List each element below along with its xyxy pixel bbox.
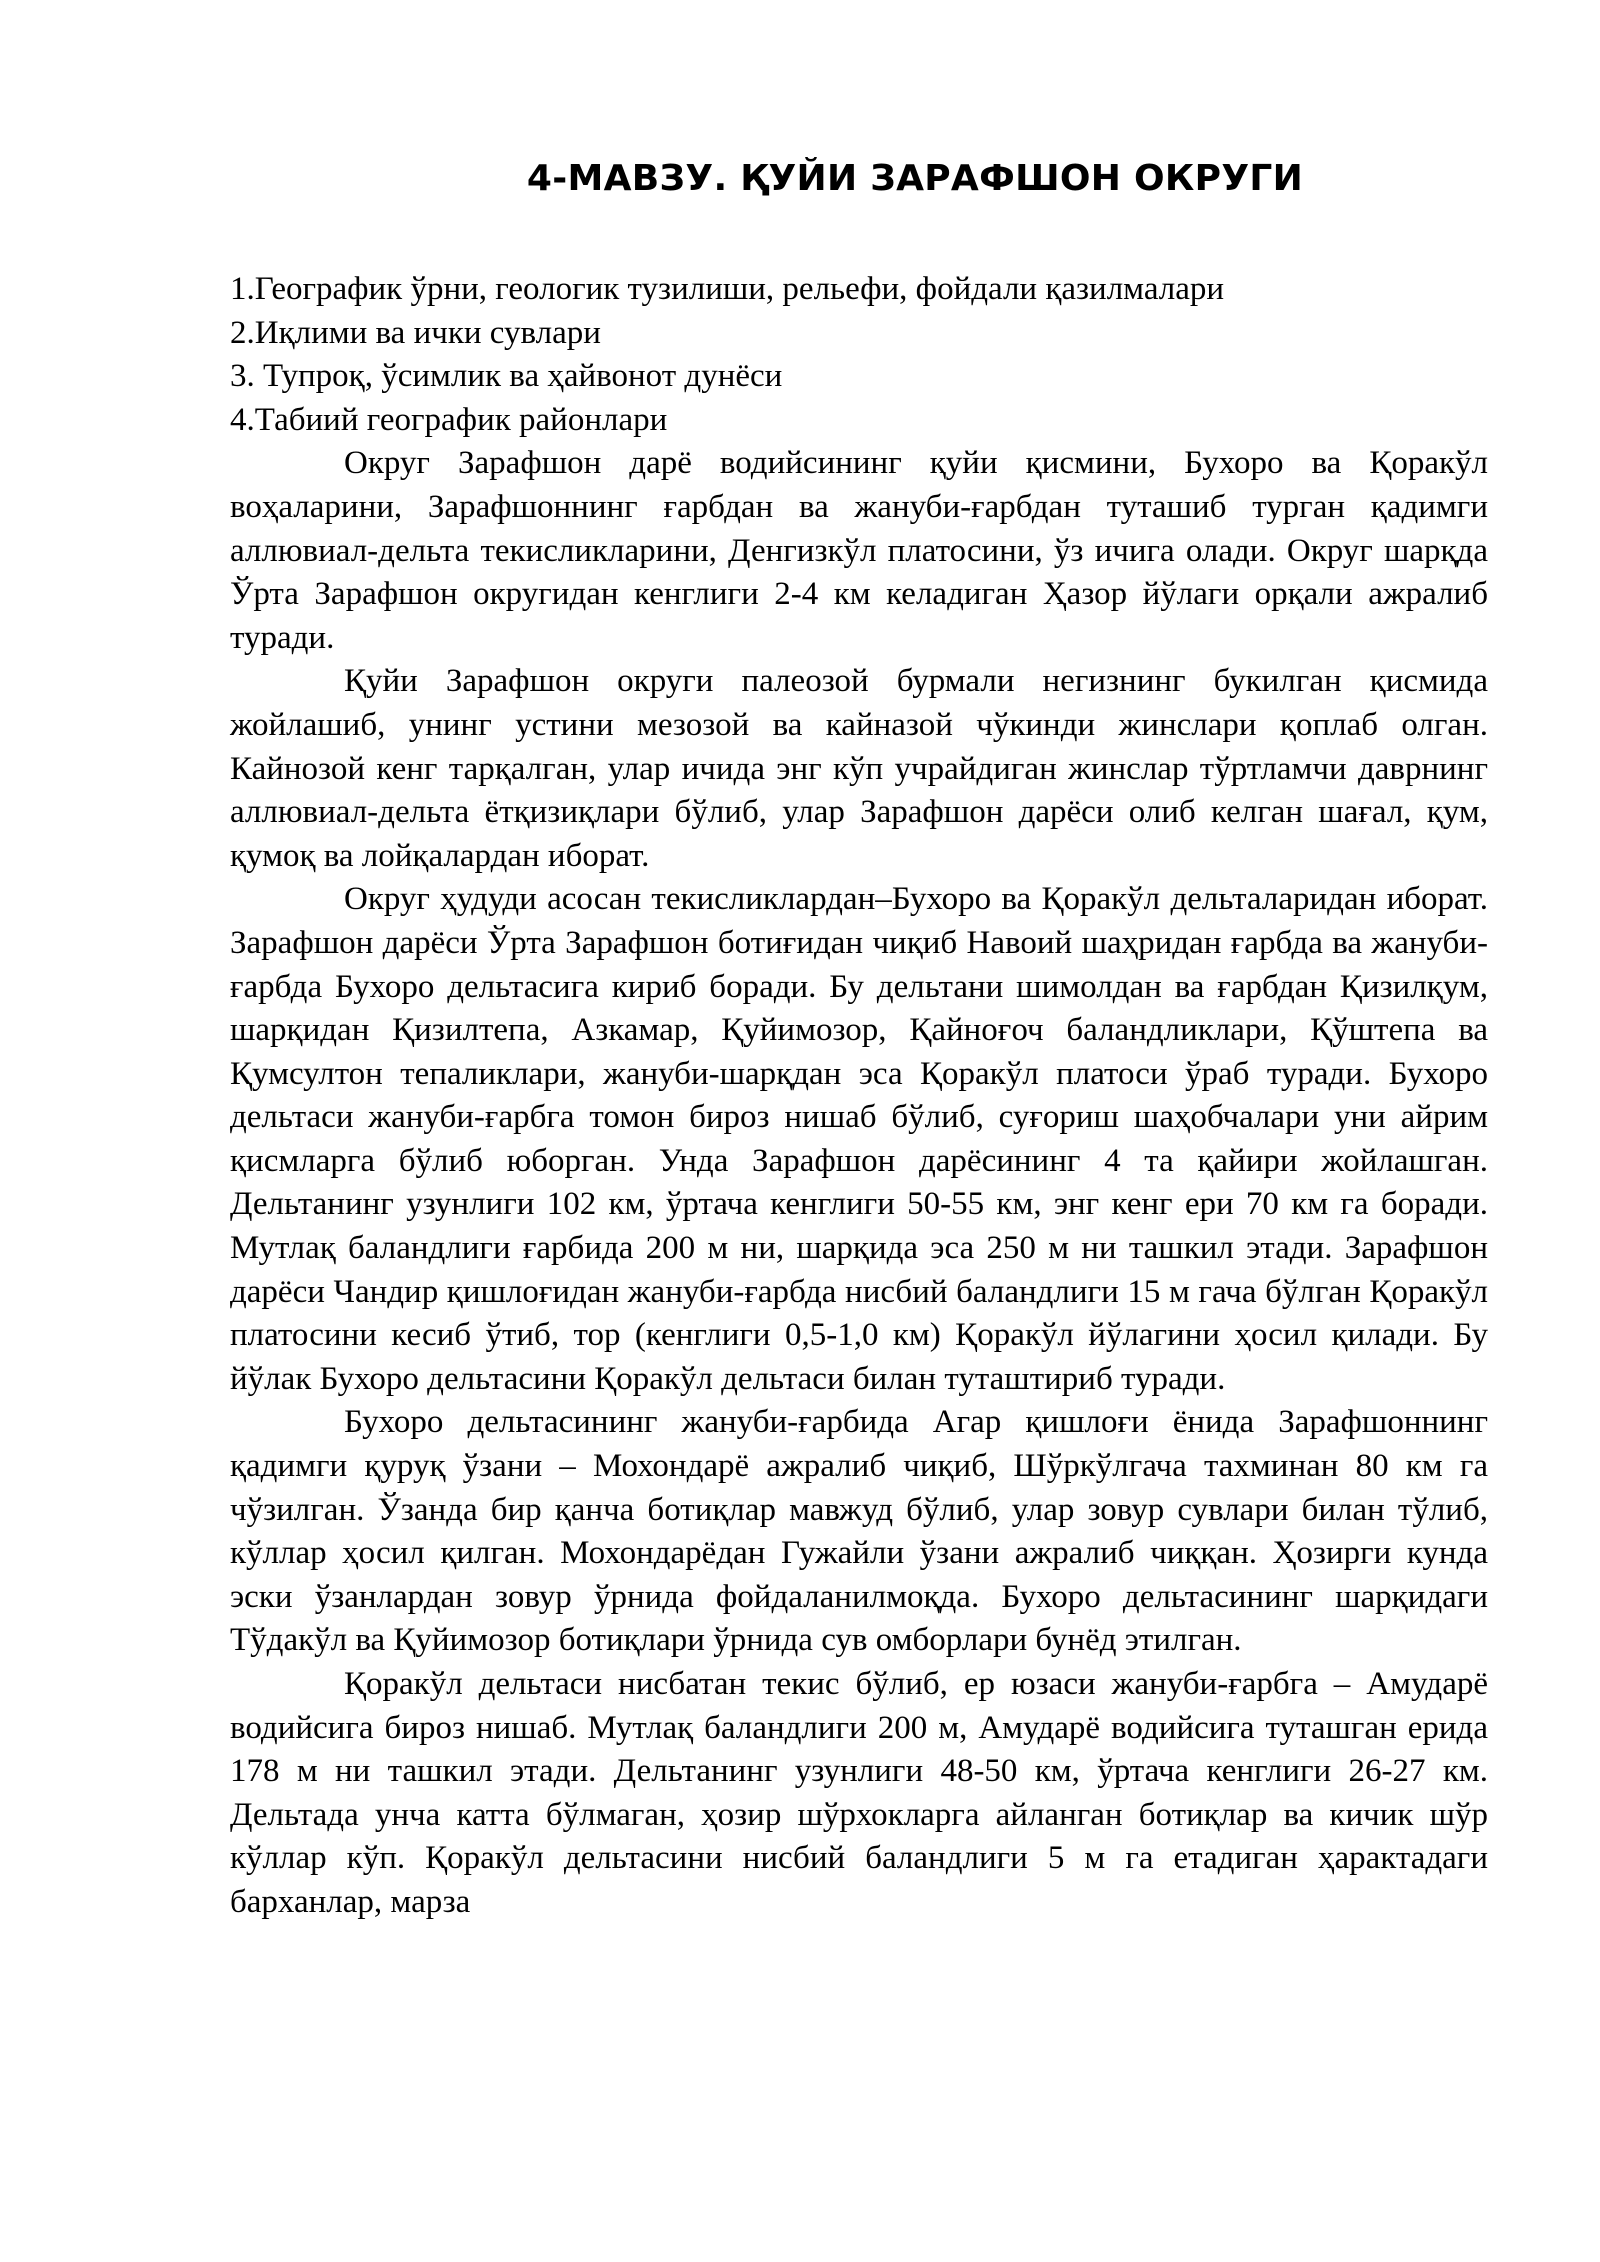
outline-item: 4.Табиий географик районлари	[230, 401, 668, 438]
outline-item: 1.Географик ўрни, геологик тузилиши, рельефи, фойдали қазилмалари	[230, 271, 1225, 307]
body-paragraph: Округ Зарафшон дарё водийсининг қуйи қисмини, Бухоро ва Қоракўл воҳаларини, Зарафшоннинг ғарбдан ва жануби-ғарбдан туташиб турган қадимги аллювиал-дельта текисликларини, Денгизкўл платосини, ўз ичига олади. Округ шарқда Ўрта Зарафшон округидан кенглиги 2-4 км келадиган Ҳазор йўлаги орқали ажралиб туради.	[230, 445, 1488, 656]
topic-outline	[230, 268, 1488, 442]
outline-item: 3. Тупроқ, ўсимлик ва ҳайвонот дунёси	[230, 358, 783, 395]
document-body	[230, 268, 1488, 1925]
page-title: 4-МАВЗУ. ҚУЙИ ЗАРАФШОН ОКРУГИ	[526, 158, 1304, 199]
outline-item: 2.Иқлими ва ички сувлари	[230, 314, 601, 351]
body-paragraph: Округ ҳудуди асосан текисликлардан–Бухоро ва Қоракўл дельталаридан иборат. Зарафшон дарёси Ўрта Зарафшон ботиғидан чиқиб Навоий шаҳридан ғарбда ва жануби-ғарбда Бухоро дельтасига кириб боради. Бу дельтани шимолдан ва ғарбдан Қизилқум, шарқидан Қизилтепа, Азкамар, Қуйимозор, Қайноғоч баландликлари, Қўштепа ва Қумсултон тепаликлари, жануби-шарқдан эса Қоракўл платоси ўраб туради. Бухоро дельтаси жануби-ғарбга томон бироз нишаб бўлиб, суғориш шаҳобчалари уни айрим қисмларга бўлиб юборган. Унда Зарафшон дарёсининг 4 та қайири жойлашган. Дельтанинг узунлиги 102 км, ўртача кенглиги 50-55 км, энг кенг ери 70 км га боради. Мутлақ баландлиги ғарбида 200 м ни, шарқида эса 250 м ни ташкил этади. Зарафшон дарёси Чандир қишлоғидан жануби-ғарбда нисбий баландлиги 15 м гача бўлган Қоракўл платосини кесиб ўтиб, тор (кенглиги 0,5-1,0 км) Қоракўл йўлагини ҳосил қилади. Бу йўлак Бухоро дельтасини Қоракўл дельтаси билан туташтириб туради.	[230, 881, 1488, 1397]
body-paragraph: Қуйи Зарафшон округи палеозой бурмали негизнинг букилган қисмида жойлашиб, унинг устини мезозой ва кайназой чўкинди жинслари қоплаб олган. Кайнозой кенг тарқалган, улар ичида энг кўп учрайдиган жинслар тўртламчи даврнинг аллювиал-дельта ётқизиқлари бўлиб, улар Зарафшон дарёси олиб келган шағал, қум, қумоқ ва лойқалардан иборат.	[230, 663, 1488, 874]
body-paragraph: Бухоро дельтасининг жануби-ғарбида Агар қишлоғи ёнида Зарафшоннинг қадимги қуруқ ўзани – Мохондарё ажралиб чиқиб, Шўркўлгача тахминан 80 км га чўзилган. Ўзанда бир қанча ботиқлар мавжуд бўлиб, улар зовур сувлари билан тўлиб, кўллар ҳосил қилган. Мохондарёдан Гужайли ўзани ажралиб чиққан. Ҳозирги кунда эски ўзанлардан зовур ўрнида фойдаланилмоқда. Бухоро дельтасининг шарқидаги Тўдакўл ва Қуйимозор ботиқлари ўрнида сув омборлари бунёд этилган.	[230, 1404, 1488, 1659]
body-paragraph: Қоракўл дельтаси нисбатан текис бўлиб, ер юзаси жануби-ғарбга – Амударё водийсига бироз нишаб. Мутлақ баландлиги 200 м, Амударё водийсига туташган ерида 178 м ни ташкил этади. Дельтанинг узунлиги 48-50 км, ўртача кенглиги 26-27 км. Дельтада унча катта бўлмаган, ҳозир шўрхокларга айланган ботиқлар ва кичик шўр кўллар кўп. Қоракўл дельтасини нисбий баландлиги 5 м га етадиган ҳарактадаги барханлар, марза	[230, 1666, 1488, 1920]
